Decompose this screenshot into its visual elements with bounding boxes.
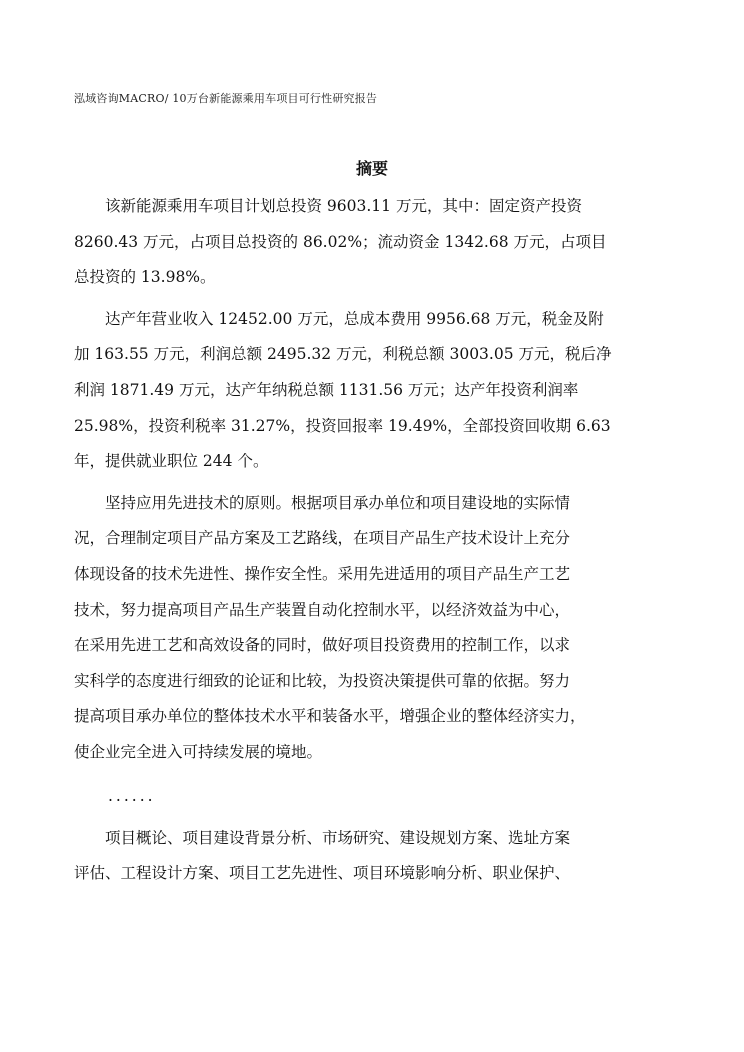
paragraph-investment — [74, 189, 684, 296]
text-line: 总投资的 13.98%。 — [74, 268, 216, 287]
text-line: 年，提供就业职位 244 个。 — [74, 452, 269, 471]
paragraph-principles — [74, 486, 684, 771]
ellipsis-separator: ...... — [108, 786, 156, 805]
text-line: 提高项目承办单位的整体技术水平和装备水平，增强企业的整体经济实力， — [74, 707, 586, 726]
text-line: 使企业完全进入可持续发展的境地。 — [74, 742, 323, 761]
text-line: 达产年营业收入 12452.00 万元，总成本费用 9956.68 万元，税金及附 — [74, 309, 604, 328]
paragraph-contents — [74, 821, 684, 892]
abstract-body — [74, 189, 684, 892]
text-line: 该新能源乘用车项目计划总投资 9603.11 万元，其中：固定资产投资 — [74, 197, 582, 215]
text-line: 实科学的态度进行细致的论证和比较，为投资决策提供可靠的依据。努力 — [74, 671, 571, 690]
text-line: 加 163.55 万元，利润总额 2495.32 万元，利税总额 3003.05 万元，税后净 — [74, 345, 612, 364]
text-line: 技术，努力提高项目产品生产装置自动化控制水平，以经济效益为中心， — [74, 600, 571, 619]
text-line: 评估、工程设计方案、项目工艺先进性、项目环境影响分析、职业保护、 — [74, 864, 571, 883]
text-line: 利润 1871.49 万元，达产年纳税总额 1131.56 万元；达产年投资利润率 — [74, 380, 579, 399]
running-header: 泓域咨询MACRO/ 10万台新能源乘用车项目可行性研究报告 — [74, 92, 378, 105]
text-line: 在采用先进工艺和高效设备的同时，做好项目投资费用的控制工作，以求 — [74, 636, 571, 655]
text-line: 25.98%，投资利税率 31.27%，投资回报率 19.49%，全部投资回收期 6.63 — [74, 416, 611, 435]
text-line: 8260.43 万元，占项目总投资的 86.02%；流动资金 1342.68 万元，占项目 — [74, 232, 607, 251]
text-line: 坚持应用先进技术的原则。根据项目承办单位和项目建设地的实际情 — [74, 493, 571, 512]
section-title: 摘要 — [355, 159, 388, 178]
text-line: 项目概论、项目建设背景分析、市场研究、建设规划方案、选址方案 — [74, 828, 571, 847]
text-line: 体现设备的技术先进性、操作安全性。采用先进适用的项目产品生产工艺 — [74, 564, 571, 583]
paragraph-revenue — [74, 302, 684, 480]
text-line: 况，合理制定项目产品方案及工艺路线，在项目产品生产技术设计上充分 — [74, 529, 571, 548]
